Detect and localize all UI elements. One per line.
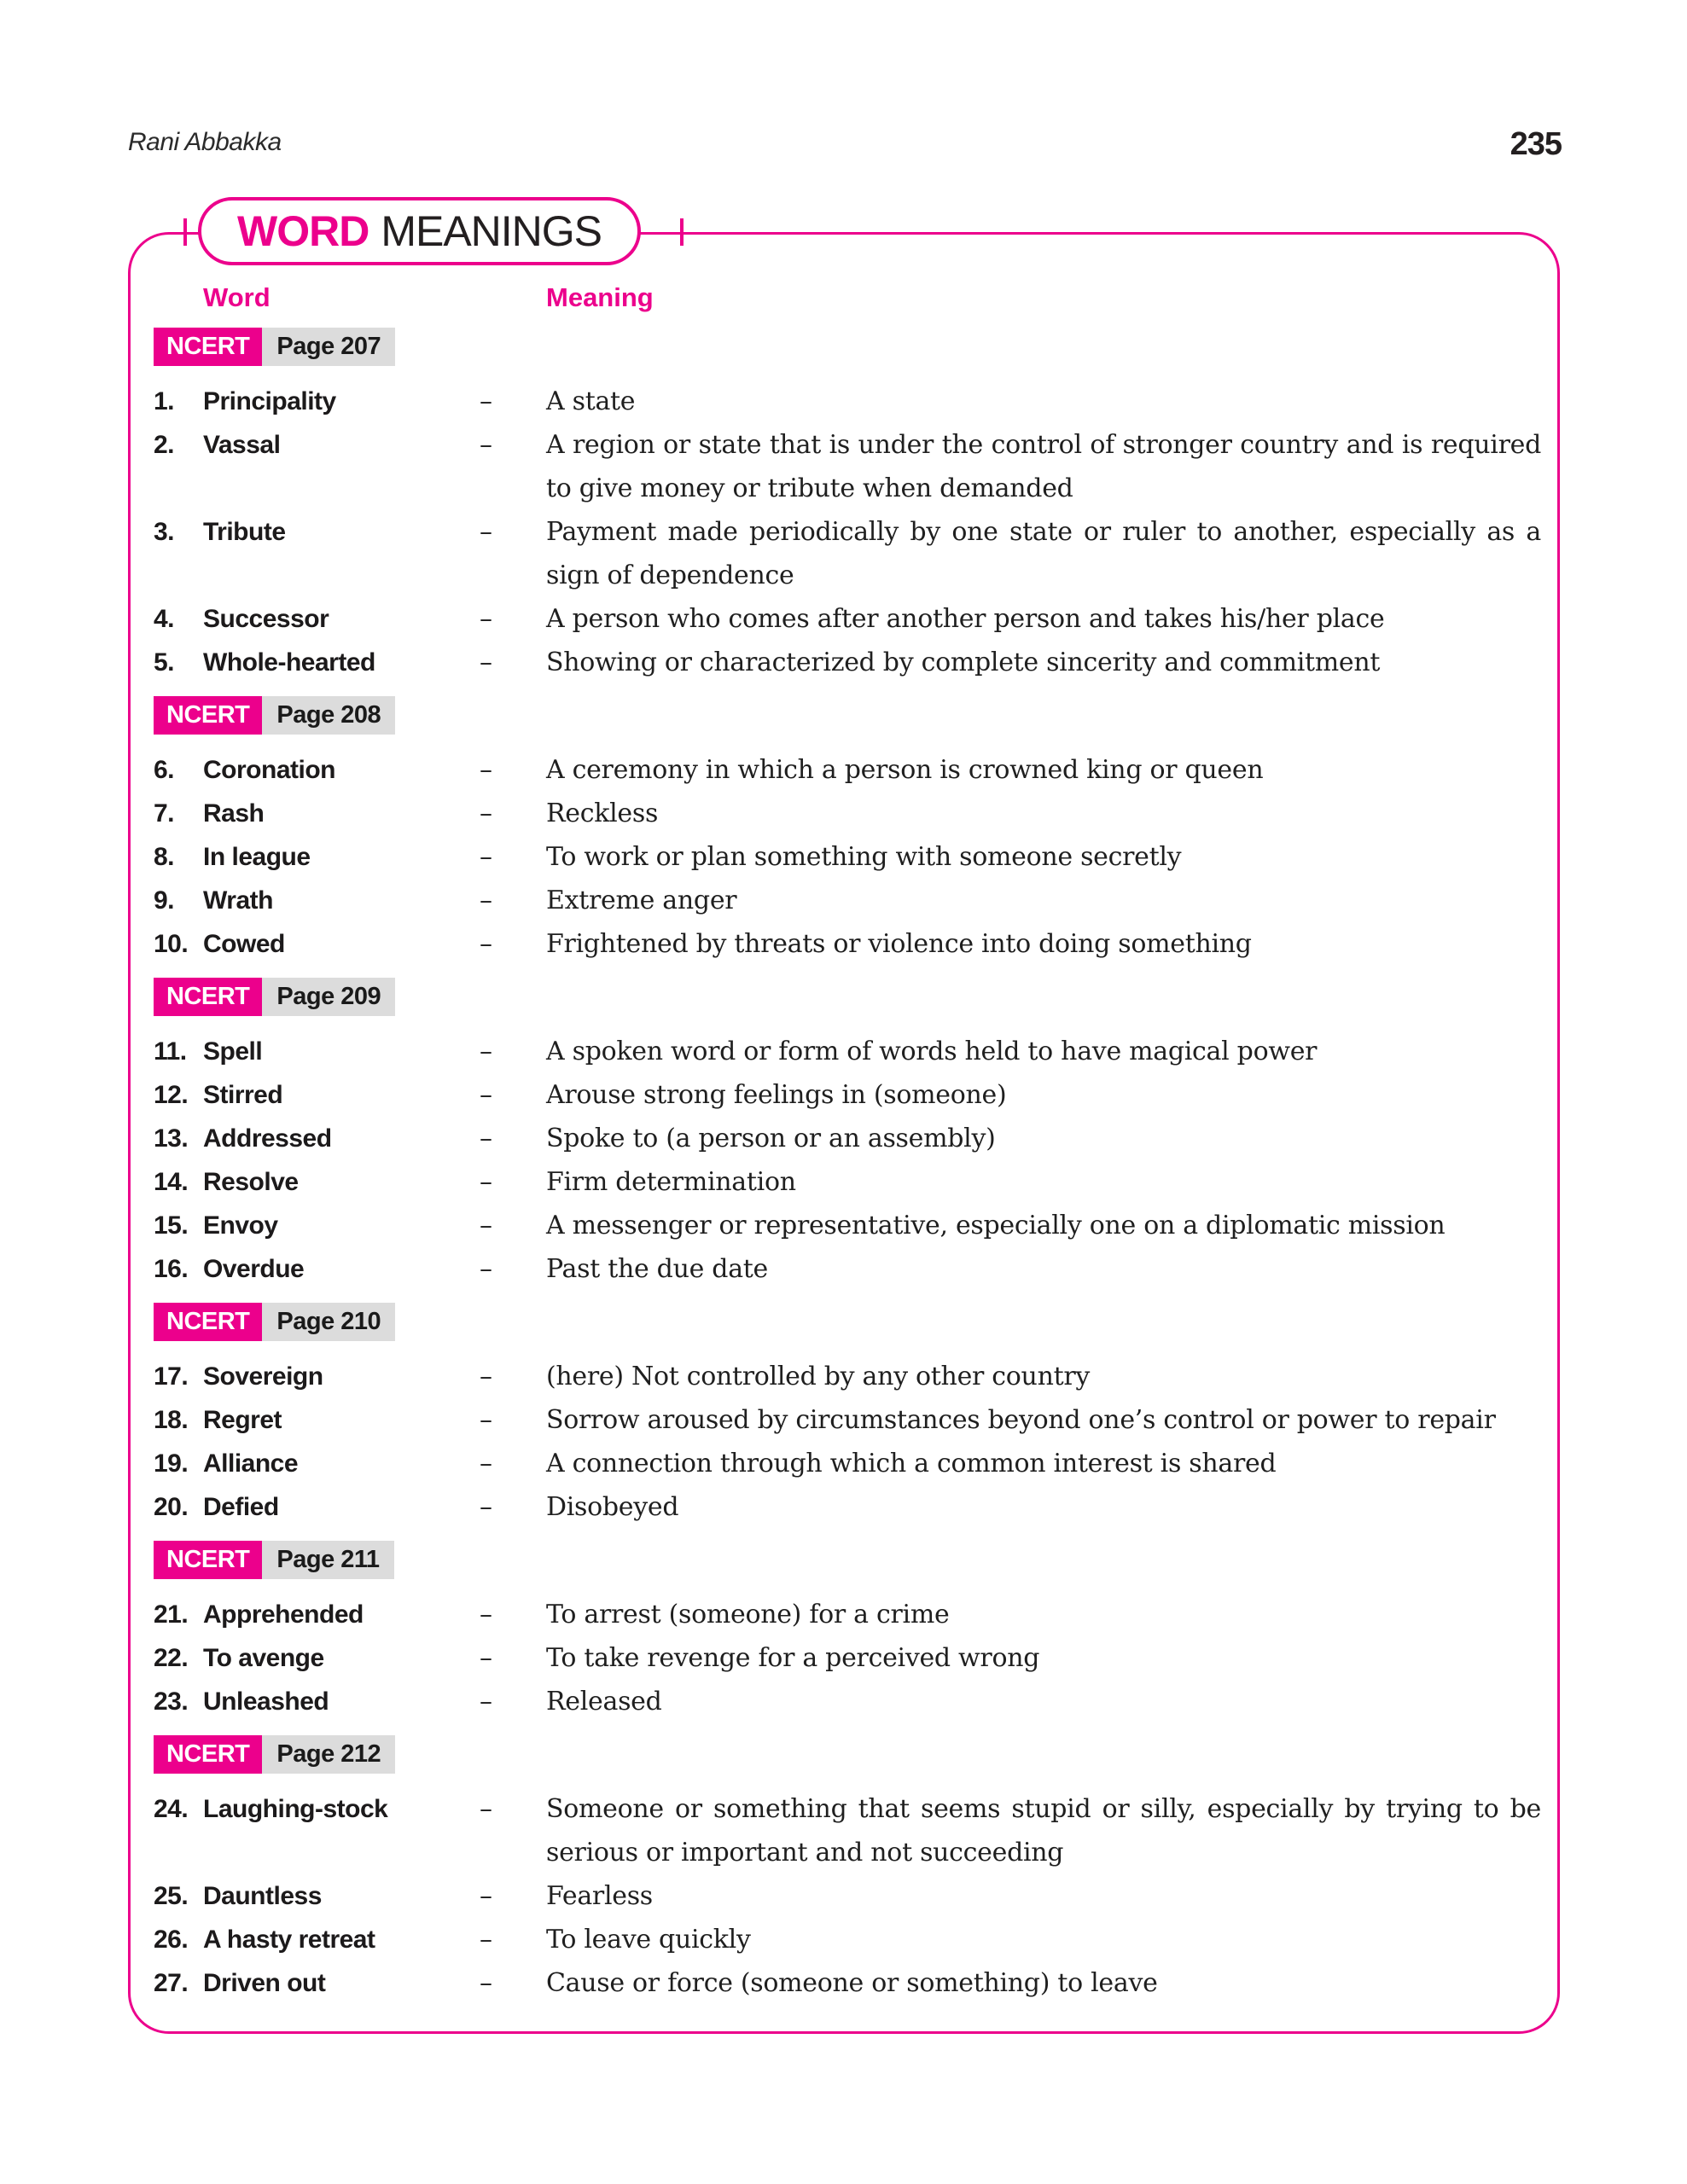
item-meaning: Frightened by threats or violence into doing something: [546, 929, 1252, 959]
page-ref-label: Page 211: [262, 1541, 393, 1579]
item-number: 25.: [154, 1882, 189, 1910]
title-word: WORD: [237, 207, 369, 255]
dash-separator: –: [480, 1881, 492, 1911]
item-number: 4.: [154, 605, 175, 633]
item-word: Stirred: [203, 1081, 283, 1109]
item-meaning: Fearless: [546, 1881, 653, 1911]
dash-separator: –: [480, 1405, 492, 1435]
item-meaning: A connection through which a common interest is shared: [546, 1449, 1277, 1478]
item-meaning: To arrest (someone) for a crime: [546, 1600, 950, 1629]
item-word: Tribute: [203, 518, 286, 546]
item-number: 5.: [154, 648, 175, 677]
item-number: 20.: [154, 1493, 189, 1521]
ncert-page-badge-row: [154, 978, 1541, 1016]
column-header-word: Word: [203, 282, 271, 312]
word-meaning-row: [154, 1593, 1541, 1636]
page-ref-label: Page 208: [262, 696, 395, 735]
item-number: 9.: [154, 886, 175, 915]
ncert-badge: NCERT: [154, 1541, 262, 1579]
item-word: Unleashed: [203, 1687, 329, 1716]
item-meaning: A region or state that is under the control of stronger country and is required to give money or tribute when demanded: [546, 430, 1541, 503]
item-number: 3.: [154, 518, 175, 546]
ncert-badge: NCERT: [154, 978, 262, 1016]
ncert-badge: NCERT: [154, 1303, 262, 1341]
ncert-page-badge-row: [154, 1303, 1541, 1341]
word-meaning-row: [154, 597, 1541, 641]
sections-container: [154, 328, 1541, 2005]
item-word: Laughing-stock: [203, 1795, 388, 1823]
word-meanings-content: [128, 232, 1560, 2022]
item-word: Envoy: [203, 1211, 278, 1240]
dash-separator: –: [480, 842, 492, 872]
word-meaning-row: [154, 1160, 1541, 1204]
item-meaning: Showing or characterized by complete sincerity and commitment: [546, 648, 1381, 677]
item-word: Regret: [203, 1406, 282, 1434]
word-meaning-row: [154, 1874, 1541, 1918]
page-ref-label: Page 207: [262, 328, 395, 366]
item-number: 19.: [154, 1449, 189, 1478]
item-meaning: Someone or something that seems stupid or silly, especially by trying to be serious or important and not succeeding: [546, 1794, 1541, 1867]
item-word: Wrath: [203, 886, 273, 915]
ncert-badge: NCERT: [154, 1735, 262, 1774]
dash-separator: –: [480, 1037, 492, 1066]
item-word: Alliance: [203, 1449, 299, 1478]
item-meaning: Extreme anger: [546, 886, 737, 915]
item-meaning: A spoken word or form of words held to have magical power: [546, 1037, 1318, 1066]
item-word: A hasty retreat: [203, 1926, 375, 1954]
item-word: Whole-hearted: [203, 648, 375, 677]
word-meaning-row: [154, 1918, 1541, 1961]
dash-separator: –: [480, 1167, 492, 1197]
title-meanings: MEANINGS: [381, 207, 602, 255]
ncert-badge: NCERT: [154, 328, 262, 366]
dash-separator: –: [480, 1687, 492, 1716]
item-meaning: A person who comes after another person and takes his/her place: [546, 604, 1385, 634]
item-meaning: Released: [546, 1687, 662, 1716]
word-meaning-row: [154, 1204, 1541, 1247]
item-number: 6.: [154, 756, 175, 784]
item-meaning: Reckless: [546, 799, 659, 828]
dash-separator: –: [480, 1968, 492, 1998]
word-meaning-row: [154, 1961, 1541, 2005]
word-meaning-row: [154, 423, 1541, 510]
item-meaning: To work or plan something with someone secretly: [546, 842, 1182, 872]
word-meaning-row: [154, 510, 1541, 597]
item-word: Rash: [203, 799, 265, 828]
word-meaning-row: [154, 1073, 1541, 1117]
item-word: Cowed: [203, 930, 285, 958]
item-word: Spell: [203, 1037, 263, 1066]
item-word: Successor: [203, 605, 329, 633]
item-number: 17.: [154, 1362, 189, 1391]
column-header-meaning: Meaning: [546, 282, 654, 312]
word-meaning-row: [154, 835, 1541, 879]
item-word: Addressed: [203, 1124, 332, 1153]
word-meaning-row: [154, 792, 1541, 835]
item-number: 23.: [154, 1687, 189, 1716]
item-meaning: Firm determination: [546, 1167, 796, 1197]
item-meaning: Sorrow aroused by circumstances beyond one’s control or power to repair: [546, 1405, 1496, 1435]
dash-separator: –: [480, 1080, 492, 1110]
item-number: 1.: [154, 387, 175, 415]
ncert-page-badge-row: [154, 696, 1541, 735]
item-number: 18.: [154, 1406, 189, 1434]
page-ref-label: Page 212: [262, 1735, 395, 1774]
item-word: Principality: [203, 387, 336, 415]
item-meaning: To take revenge for a perceived wrong: [546, 1643, 1040, 1673]
item-number: 21.: [154, 1600, 189, 1629]
item-meaning: Cause or force (someone or something) to leave: [546, 1968, 1158, 1998]
item-number: 2.: [154, 431, 175, 459]
dash-separator: –: [480, 1925, 492, 1955]
page-ref-label: Page 210: [262, 1303, 395, 1341]
item-word: Vassal: [203, 431, 281, 459]
item-meaning: Spoke to (a person or an assembly): [546, 1124, 996, 1153]
word-meaning-row: [154, 380, 1541, 423]
dash-separator: –: [480, 1600, 492, 1629]
page-ref-label: Page 209: [262, 978, 395, 1016]
dash-separator: –: [480, 1449, 492, 1478]
item-number: 8.: [154, 843, 175, 871]
word-meaning-row: [154, 1636, 1541, 1680]
dash-separator: –: [480, 1254, 492, 1284]
item-meaning: Disobeyed: [546, 1492, 679, 1522]
item-meaning: To leave quickly: [546, 1925, 751, 1955]
item-word: Driven out: [203, 1969, 326, 1997]
pill-right-tick: [680, 218, 684, 246]
page-number: 235: [1510, 126, 1562, 162]
word-meaning-row: [154, 1485, 1541, 1529]
item-word: Overdue: [203, 1255, 305, 1283]
item-meaning: Past the due date: [546, 1254, 768, 1284]
item-number: 24.: [154, 1795, 189, 1823]
ncert-page-badge-row: [154, 1541, 1541, 1579]
dash-separator: –: [480, 799, 492, 828]
item-number: 14.: [154, 1168, 189, 1196]
word-meaning-row: [154, 641, 1541, 684]
dash-separator: –: [480, 386, 492, 416]
item-word: Coronation: [203, 756, 335, 784]
section-title-pill: [198, 197, 641, 265]
item-number: 11.: [154, 1037, 187, 1066]
running-head: Rani Abbakka: [128, 128, 282, 156]
word-meaning-row: [154, 879, 1541, 922]
item-meaning: Arouse strong feelings in (someone): [546, 1080, 1007, 1110]
item-number: 7.: [154, 799, 175, 828]
pill-left-tick: [183, 218, 187, 246]
dash-separator: –: [480, 1643, 492, 1673]
item-meaning: Payment made periodically by one state or ruler to another, especially as a sign of dependence: [546, 517, 1541, 590]
dash-separator: –: [480, 517, 492, 547]
item-number: 27.: [154, 1969, 189, 1997]
dash-separator: –: [480, 1211, 492, 1240]
item-word: Sovereign: [203, 1362, 323, 1391]
item-number: 15.: [154, 1211, 189, 1240]
dash-separator: –: [480, 648, 492, 677]
word-meaning-row: [154, 748, 1541, 792]
word-meaning-row: [154, 922, 1541, 966]
word-meaning-row: [154, 1117, 1541, 1160]
item-word: Resolve: [203, 1168, 299, 1196]
item-number: 22.: [154, 1644, 189, 1672]
item-meaning: (here) Not controlled by any other country: [546, 1362, 1091, 1391]
column-header-row: [154, 280, 1541, 316]
item-word: Defied: [203, 1493, 279, 1521]
item-number: 16.: [154, 1255, 189, 1283]
dash-separator: –: [480, 1794, 492, 1824]
item-number: 10.: [154, 930, 189, 958]
item-number: 26.: [154, 1926, 189, 1954]
dash-separator: –: [480, 1124, 492, 1153]
dash-separator: –: [480, 886, 492, 915]
word-meaning-row: [154, 1442, 1541, 1485]
item-word: In league: [203, 843, 311, 871]
word-meaning-row: [154, 1787, 1541, 1874]
ncert-page-badge-row: [154, 1735, 1541, 1774]
word-meaning-row: [154, 1398, 1541, 1442]
word-meaning-row: [154, 1355, 1541, 1398]
item-word: To avenge: [203, 1644, 324, 1672]
dash-separator: –: [480, 929, 492, 959]
item-meaning: A messenger or representative, especially one on a diplomatic mission: [546, 1211, 1446, 1240]
dash-separator: –: [480, 1362, 492, 1391]
dash-separator: –: [480, 1492, 492, 1522]
dash-separator: –: [480, 430, 492, 460]
item-number: 12.: [154, 1081, 189, 1109]
word-meaning-row: [154, 1680, 1541, 1723]
dash-separator: –: [480, 604, 492, 634]
ncert-badge: NCERT: [154, 696, 262, 735]
ncert-page-badge-row: [154, 328, 1541, 366]
dash-separator: –: [480, 755, 492, 785]
item-number: 13.: [154, 1124, 189, 1153]
column-header-spacer: [480, 280, 546, 316]
item-word: Dauntless: [203, 1882, 322, 1910]
column-header-spacer: [154, 280, 203, 316]
word-meaning-row: [154, 1030, 1541, 1073]
item-word: Apprehended: [203, 1600, 364, 1629]
item-meaning: A state: [546, 386, 636, 416]
item-meaning: A ceremony in which a person is crowned king or queen: [546, 755, 1264, 785]
word-meaning-row: [154, 1247, 1541, 1291]
